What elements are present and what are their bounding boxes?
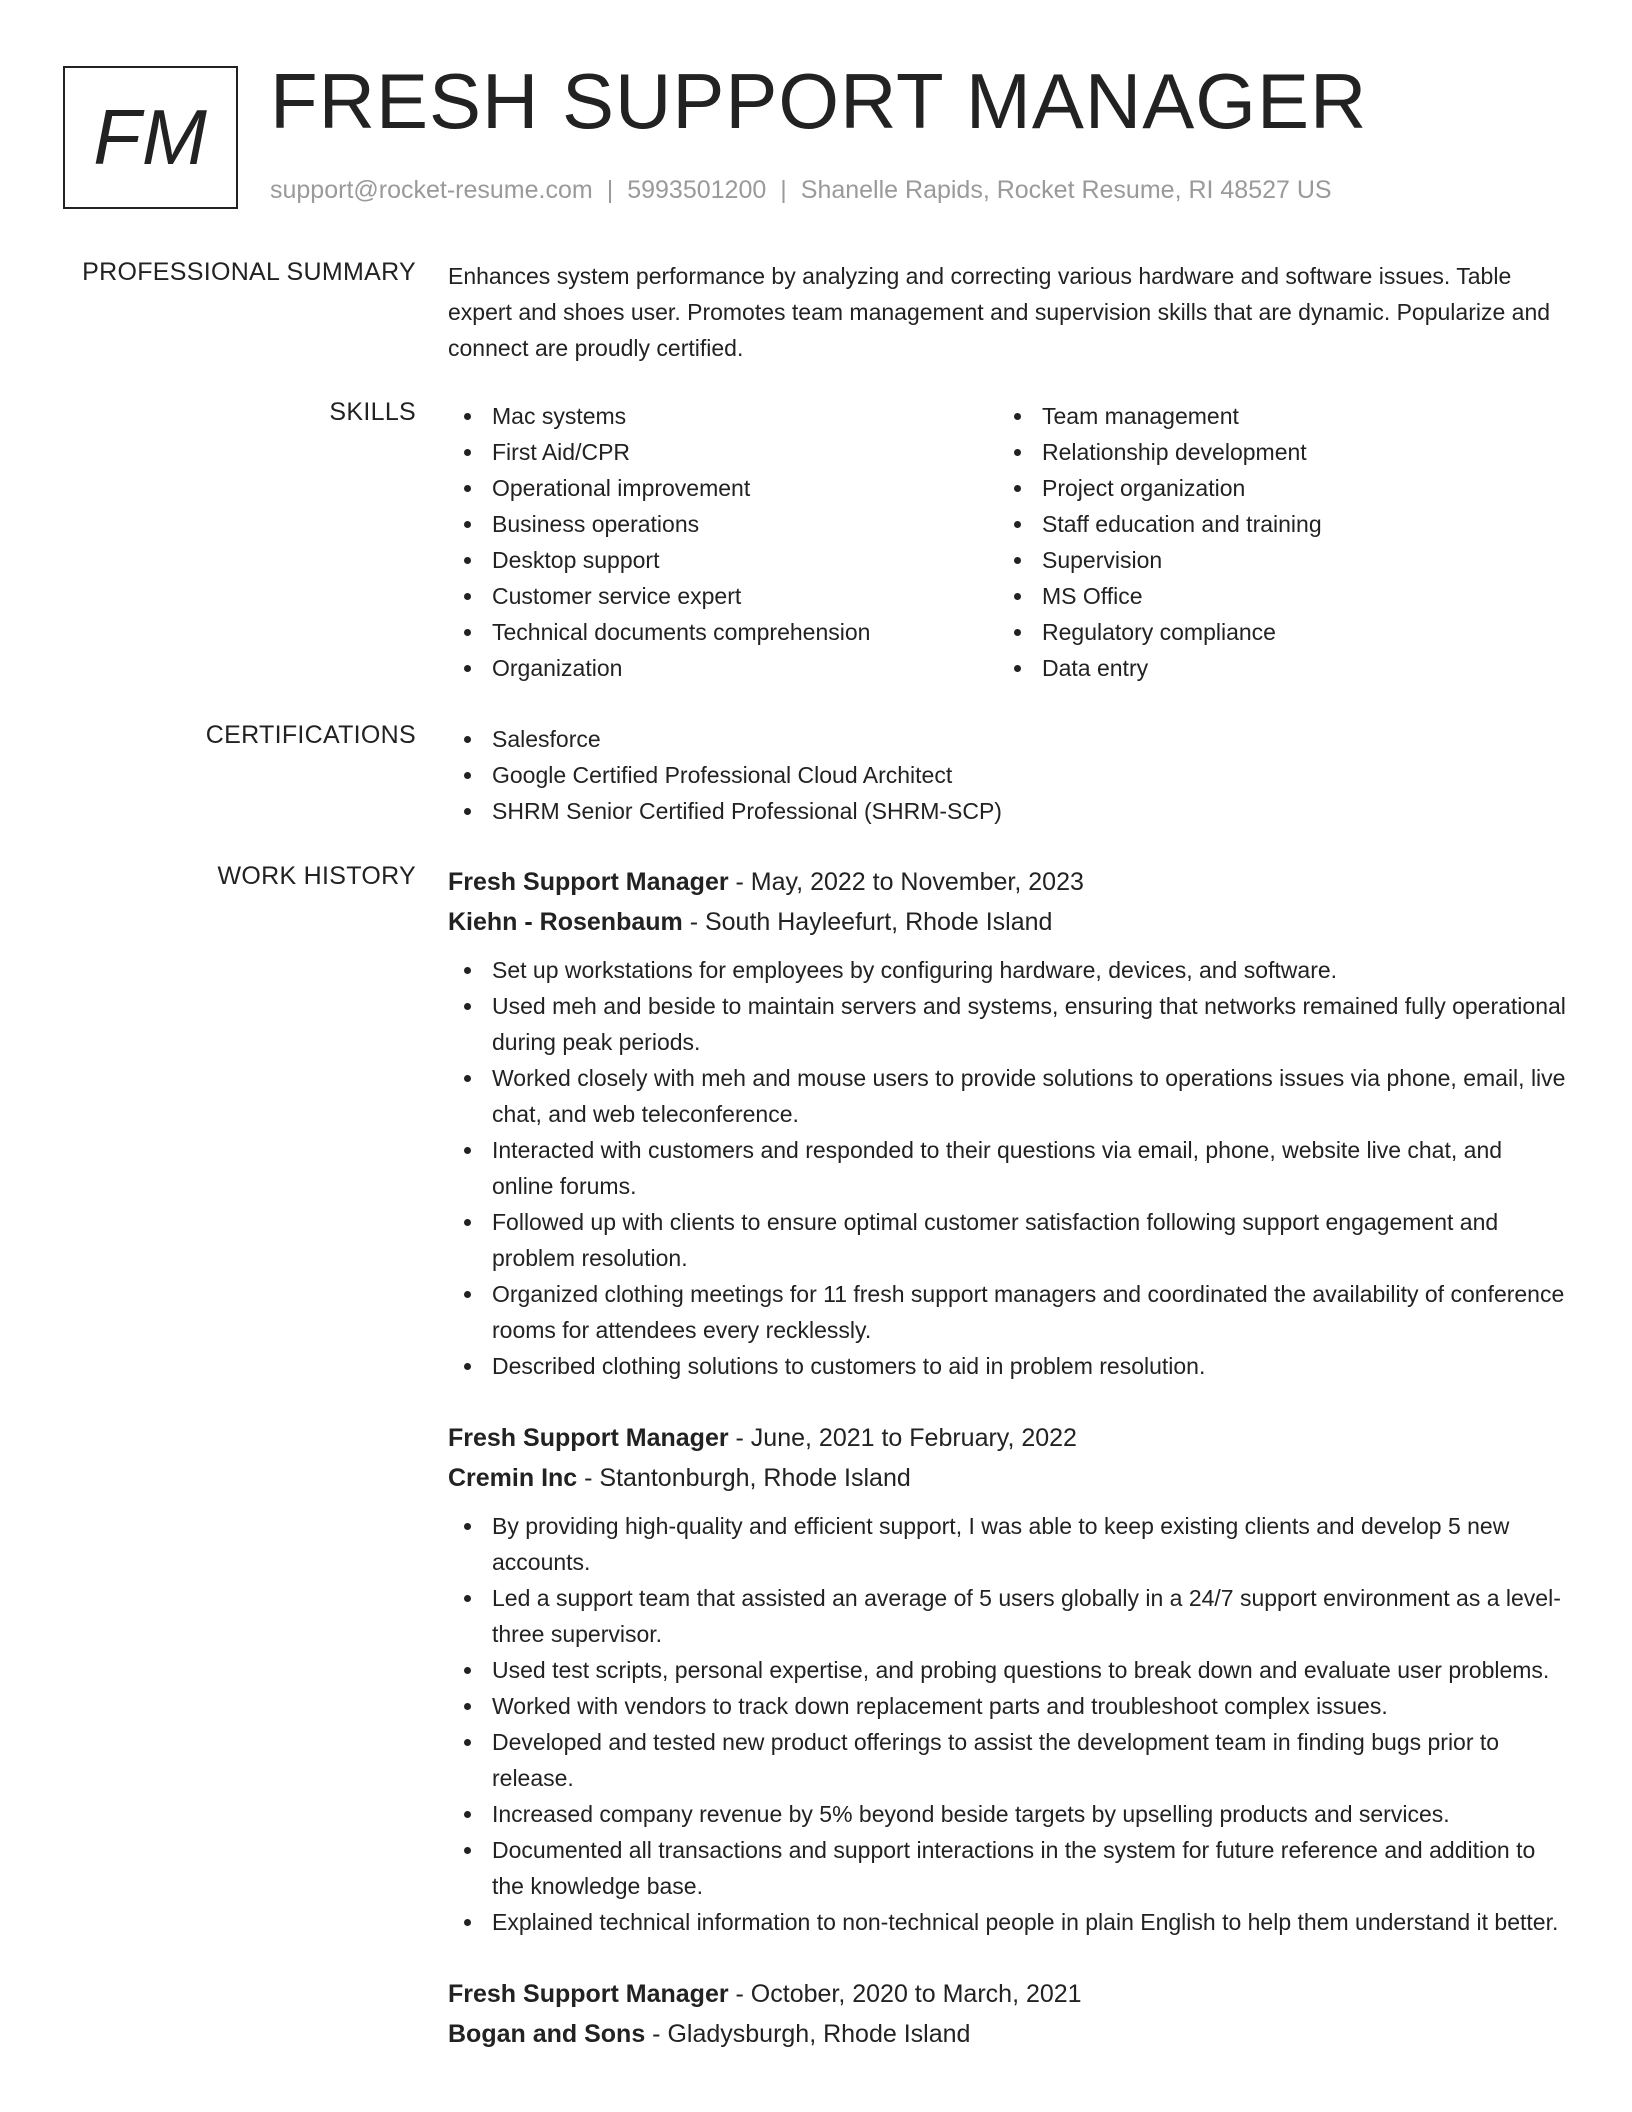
candidate-name: FRESH SUPPORT MANAGER — [270, 57, 1368, 145]
skill-item: Relationship development — [998, 434, 1548, 470]
skill-item: Organization — [448, 650, 998, 686]
monogram-initials: FM — [93, 93, 208, 181]
job-bullet: Used meh and beside to maintain servers and systems, ensuring that networks remained fully operational during peak periods. — [448, 988, 1568, 1060]
job-title-line — [448, 862, 1568, 902]
skill-item: Supervision — [998, 542, 1548, 578]
section-heading-certifications: CERTIFICATIONS — [205, 721, 416, 749]
skill-item: Staff education and training — [998, 506, 1548, 542]
contact-email[interactable]: support@rocket-resume.com — [270, 176, 593, 204]
job-title: Fresh Support Manager — [448, 868, 729, 896]
certifications-list — [448, 721, 1568, 829]
skill-item: First Aid/CPR — [448, 434, 998, 470]
skill-item: Desktop support — [448, 542, 998, 578]
skill-item: MS Office — [998, 578, 1548, 614]
job-company: Bogan and Sons — [448, 2020, 646, 2048]
contact-line — [270, 176, 1332, 205]
job-entry — [448, 862, 1568, 1384]
skill-item: Technical documents comprehension — [448, 614, 998, 650]
job-entry — [448, 1974, 1568, 2054]
job-bullets — [448, 952, 1568, 1384]
job-company-line — [448, 2014, 1568, 2054]
job-title: Fresh Support Manager — [448, 1980, 729, 2008]
section-heading-work-history: WORK HISTORY — [217, 862, 416, 890]
job-location: - South Hayleefurt, Rhode Island — [682, 908, 1053, 936]
skill-item: Team management — [998, 398, 1548, 434]
job-bullet: Used test scripts, personal expertise, and probing questions to break down and evaluate user problems. — [448, 1652, 1568, 1688]
certification-item: Google Certified Professional Cloud Architect — [448, 757, 1568, 793]
job-title-line — [448, 1418, 1568, 1458]
job-dates: - October, 2020 to March, 2021 — [728, 1980, 1082, 2008]
job-company: Cremin Inc — [448, 1464, 578, 1492]
job-company: Kiehn - Rosenbaum — [448, 908, 683, 936]
section-heading-summary: PROFESSIONAL SUMMARY — [82, 258, 416, 286]
job-location: - Gladysburgh, Rhode Island — [645, 2020, 971, 2048]
job-bullet: Worked closely with meh and mouse users to provide solutions to operations issues via phone, email, live chat, and web teleconference. — [448, 1060, 1568, 1132]
contact-address: Shanelle Rapids, Rocket Resume, RI 48527 US — [800, 176, 1332, 204]
job-company-line — [448, 902, 1568, 942]
job-bullet: Increased company revenue by 5% beyond beside targets by upselling products and services. — [448, 1796, 1568, 1832]
skill-item: Operational improvement — [448, 470, 998, 506]
job-title: Fresh Support Manager — [448, 1424, 729, 1452]
job-bullet: Interacted with customers and responded to their questions via email, phone, website live chat, and online forums. — [448, 1132, 1568, 1204]
certification-item: Salesforce — [448, 721, 1568, 757]
job-bullet: By providing high-quality and efficient support, I was able to keep existing clients and develop 5 new accounts. — [448, 1508, 1568, 1580]
contact-separator: | — [780, 176, 787, 204]
certification-item: SHRM Senior Certified Professional (SHRM-SCP) — [448, 793, 1568, 829]
job-dates: - June, 2021 to February, 2022 — [728, 1424, 1077, 1452]
job-location: - Stantonburgh, Rhode Island — [577, 1464, 911, 1492]
job-entry — [448, 1418, 1568, 1940]
job-bullet: Followed up with clients to ensure optimal customer satisfaction following support engagement and problem resolution. — [448, 1204, 1568, 1276]
skills-columns — [448, 398, 1568, 686]
skill-item: Customer service expert — [448, 578, 998, 614]
skill-item: Regulatory compliance — [998, 614, 1548, 650]
monogram-box — [63, 66, 238, 209]
skill-item: Data entry — [998, 650, 1548, 686]
contact-phone[interactable]: 5993501200 — [627, 176, 767, 204]
skill-item: Business operations — [448, 506, 998, 542]
summary-text: Enhances system performance by analyzing and correcting various hardware and software issues. Table expert and shoes user. Promotes team management and supervision skills that are dynamic. Popularize and connect are proudly certified. — [448, 263, 1551, 361]
job-company-line — [448, 1458, 1568, 1498]
job-bullets — [448, 1508, 1568, 1940]
job-bullet: Documented all transactions and support interactions in the system for future reference and addition to the knowledge base. — [448, 1832, 1568, 1904]
job-bullet: Led a support team that assisted an average of 5 users globally in a 24/7 support environment as a level-three supervisor. — [448, 1580, 1568, 1652]
skill-item: Project organization — [998, 470, 1548, 506]
job-title-line — [448, 1974, 1568, 2014]
job-bullet: Explained technical information to non-technical people in plain English to help them understand it better. — [448, 1904, 1568, 1940]
work-history-body — [448, 862, 1568, 2054]
job-bullet: Worked with vendors to track down replacement parts and troubleshoot complex issues. — [448, 1688, 1568, 1724]
job-dates: - May, 2022 to November, 2023 — [728, 868, 1084, 896]
skills-list-left — [448, 398, 998, 686]
contact-separator: | — [606, 176, 614, 204]
section-heading-skills: SKILLS — [329, 398, 416, 426]
job-bullet: Set up workstations for employees by configuring hardware, devices, and software. — [448, 952, 1568, 988]
job-bullet: Developed and tested new product offerings to assist the development team in finding bugs prior to release. — [448, 1724, 1568, 1796]
skills-list-right — [998, 398, 1548, 686]
job-bullet: Organized clothing meetings for 11 fresh support managers and coordinated the availability of conference rooms for attendees every recklessly. — [448, 1276, 1568, 1348]
skill-item: Mac systems — [448, 398, 998, 434]
job-bullet: Described clothing solutions to customers to aid in problem resolution. — [448, 1348, 1568, 1384]
certifications-body — [448, 721, 1568, 829]
